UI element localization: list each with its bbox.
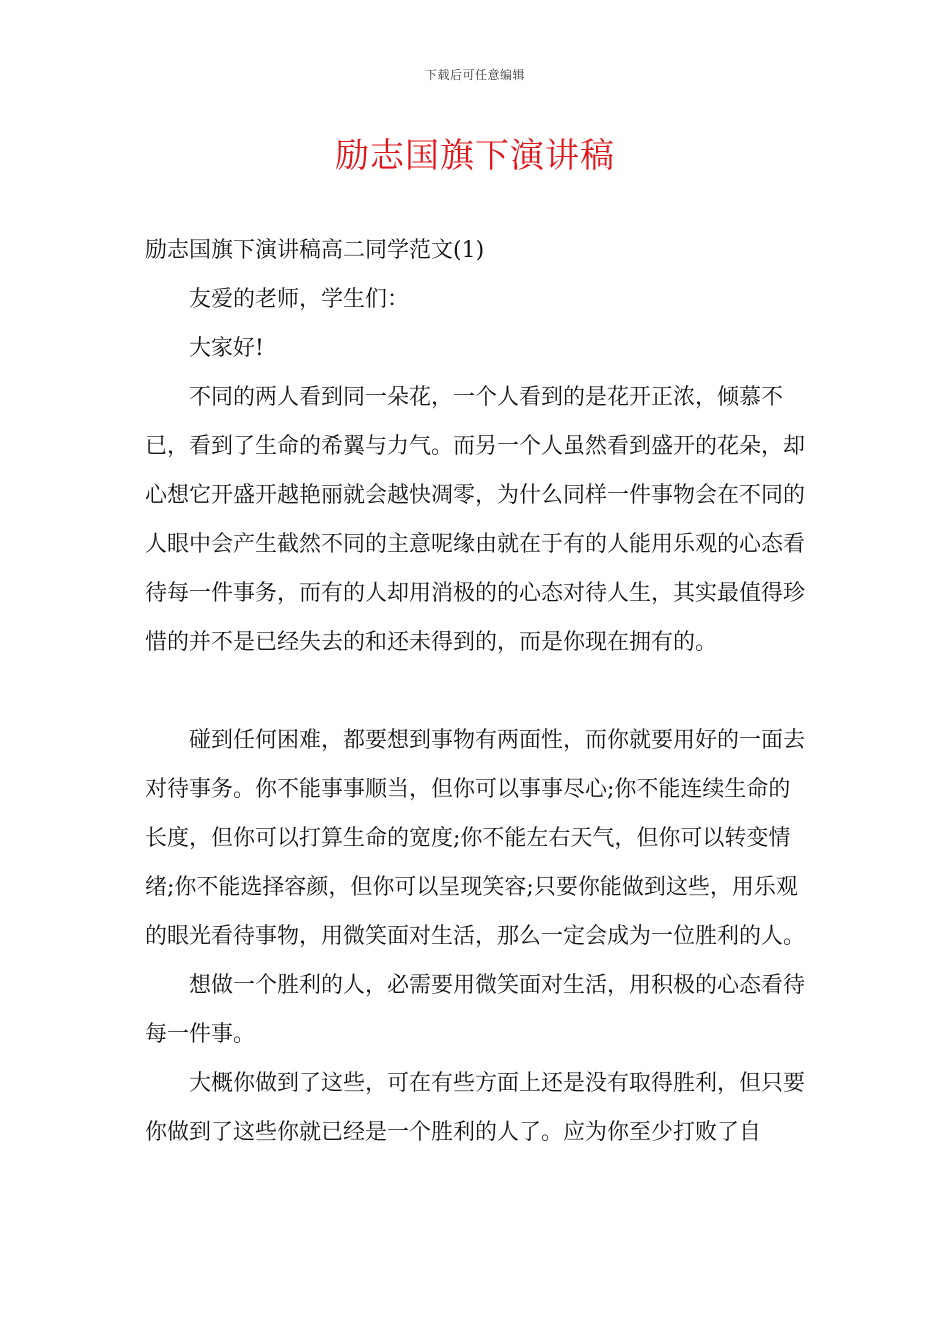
header-note: 下载后可任意编辑 [424,68,525,82]
paragraph-4: 大概你做到了这些，可在有些方面上还是没有取得胜利，但只要你做到了这些你就已经是一个胜利的人了。应为你至少打败了自 [145,1071,806,1145]
paragraph-hello: 大家好! [189,336,264,361]
paragraph-2: 碰到任何困难，都要想到事物有两面性，而你就要用好的一面去对待事务。你不能事事顺当，但你可以事事尽心;你不能连续生命的长度，但你可以打算生命的宽度;你不能左右天气，但你可以转变情绪;你不能选择容颜，但你可以呈现笑容;只要你能做到这些，用乐观的眼光看待事物，用微笑面对生活，那么一定会成为一位胜利的人。 [145,728,806,949]
document-subtitle: 励志国旗下演讲稿高二同学范文(1) [145,238,485,263]
document-body [145,226,805,1157]
paragraph-1: 不同的两人看到同一朵花，一个人看到的是花开正浓，倾慕不已，看到了生命的希翼与力气。而另一个人虽然看到盛开的花朵，却心想它开盛开越艳丽就会越快凋零，为什么同样一件事物会在不同的人眼中会产生截然不同的主意呢缘由就在于有的人能用乐观的心态看待每一件事务，而有的人却用消极的的心态对待人生，其实最值得珍惜的并不是已经失去的和还未得到的，而是你现在拥有的。 [145,385,806,655]
paragraph-3: 想做一个胜利的人，必需要用微笑面对生活，用积极的心态看待每一件事。 [145,973,806,1047]
document-title: 励志国旗下演讲稿 [335,136,615,176]
paragraph-greeting: 友爱的老师，学生们： [189,287,410,312]
